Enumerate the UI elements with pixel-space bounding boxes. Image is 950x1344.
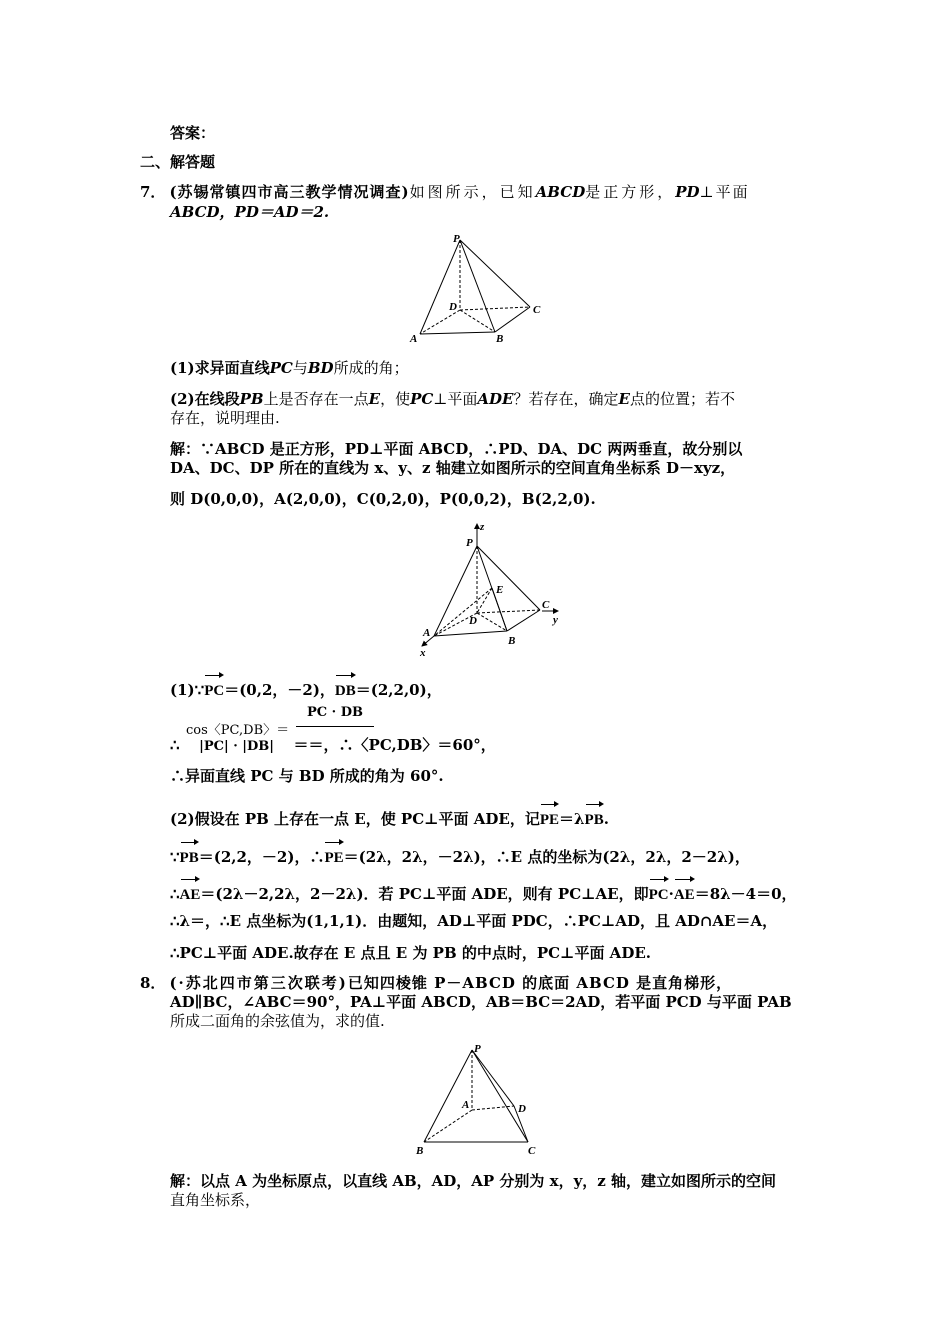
q8-line1: 8． (·苏北四市第三次联考)已知四棱锥 P－ABCD 的底面 ABCD 是直角梯形， [140, 974, 733, 992]
q7-s1-vectors: (1)∵PC＝(0,2，－2)，DB＝(2,2,0)， [170, 673, 442, 697]
cos-numerator: PC · DB [307, 705, 363, 720]
label-C: C [542, 599, 550, 611]
q7-s2-line2: ∵PB＝(2,2，－2)，∴PE＝(2λ，2λ，－2λ)，∴E 点的坐标为(2λ，2λ，2－2λ)， [170, 840, 750, 864]
q7-s1-result: ∴异面直线 PC 与 BD 所成的角为 60°. [170, 767, 444, 785]
q7-line2: ABCD，PD＝AD＝2. [170, 203, 330, 221]
q7-solution-line2: DA、DC、DP 所在的直线为 x、y、z 轴建立如图所示的空间直角坐标系 D－xyz， [170, 459, 736, 477]
label-D: D [449, 301, 457, 313]
label-C: C [533, 304, 541, 316]
q7-part2-line1: (2)在线段PB上是否存在一点E，使PC⊥平面ADE？若存在，确定E点的位置；若不 [170, 390, 735, 408]
coordinate-figure-2 [412, 518, 572, 658]
q7-line1: 7． (苏锡常镇四市高三教学情况调查)如图所示，已知ABCD是正方形，PD⊥平面 [140, 183, 750, 201]
q7-source: (苏锡常镇四市高三教学情况调查) [169, 183, 410, 201]
q7-s2-line5: ∴PC⊥平面 ADE.故存在 E 点且 E 为 PB 的中点时，PC⊥平面 ADE. [170, 944, 651, 962]
solution-label: 解： [170, 440, 201, 458]
pyramid-figure-1 [405, 230, 555, 348]
axis-label-x: x [420, 647, 426, 658]
q7-s1-cos: ∴ |PC| · |DB| ＝＝，∴〈PC,DB〉＝60°， [170, 736, 496, 754]
q8-solution-line1: 解：以点 A 为坐标原点，以直线 AB，AD，AP 分别为 x，y，z 轴，建立如图所示的空间 [170, 1172, 777, 1190]
q8-line2: AD∥BC，∠ABC＝90°，PA⊥平面 ABCD，AB＝BC＝2AD，若平面 PCD 与平面 PAB [170, 993, 792, 1011]
q7-s2-line3: ∴AE＝(2λ－2,2λ，2－2λ)．若 PC⊥平面 ADE，则有 PC⊥AE，即PC·AE＝8λ－4＝0， [170, 877, 797, 901]
q8-number: 8． [140, 974, 166, 992]
pyramid-figure-3 [410, 1040, 550, 1160]
q7-s2-line4: ∴λ＝，∴E 点坐标为(1,1,1)．由题知，AD⊥平面 PDC，∴PC⊥AD，且 AD∩AE＝A， [170, 912, 778, 930]
label-E: E [496, 584, 504, 596]
q7-part1: (1)求异面直线PC与BD所成的角； [170, 359, 409, 377]
fraction-bar [296, 726, 374, 727]
label-A: A [423, 627, 431, 639]
q7-solution-line1: 解：∵ABCD 是正方形，PD⊥平面 ABCD，∴PD、DA、DC 两两垂直，故分别以 [170, 440, 743, 458]
axis-label-z: z [480, 521, 485, 533]
label-A: A [410, 333, 418, 345]
q8-line3: 所成二面角的余弦值为，求的值. [170, 1012, 385, 1030]
q7-part2-line2: 存在，说明理由. [170, 409, 280, 427]
axis-label-y: y [553, 614, 558, 626]
q7-number: 7． [140, 183, 166, 201]
q8-source: (·苏北四市第三次联考) [169, 974, 348, 992]
label-C: C [528, 1145, 536, 1157]
label-B: B [508, 635, 516, 647]
q8-solution-line2: 直角坐标系， [170, 1191, 261, 1209]
solution-label: 解： [170, 1172, 201, 1190]
label-B: B [496, 333, 504, 345]
label-B: B [416, 1145, 424, 1157]
label-D: D [518, 1103, 526, 1115]
label-P: P [474, 1043, 481, 1055]
section-heading: 二、解答题 [140, 153, 216, 171]
label-P: P [466, 537, 473, 549]
q7-s2-line1: (2)假设在 PB 上存在一点 E，使 PC⊥平面 ADE，记PE＝λPB. [170, 802, 609, 826]
label-A: A [462, 1099, 470, 1111]
answer-label: 答案： [170, 124, 216, 142]
cos-label: cos〈PC,DB〉＝ [186, 723, 290, 738]
label-D: D [469, 615, 477, 627]
q7-coordinates: 则 D(0,0,0)，A(2,0,0)，C(0,2,0)，P(0,0,2)，B(2,2,0). [170, 490, 596, 508]
label-P: P [453, 233, 460, 245]
